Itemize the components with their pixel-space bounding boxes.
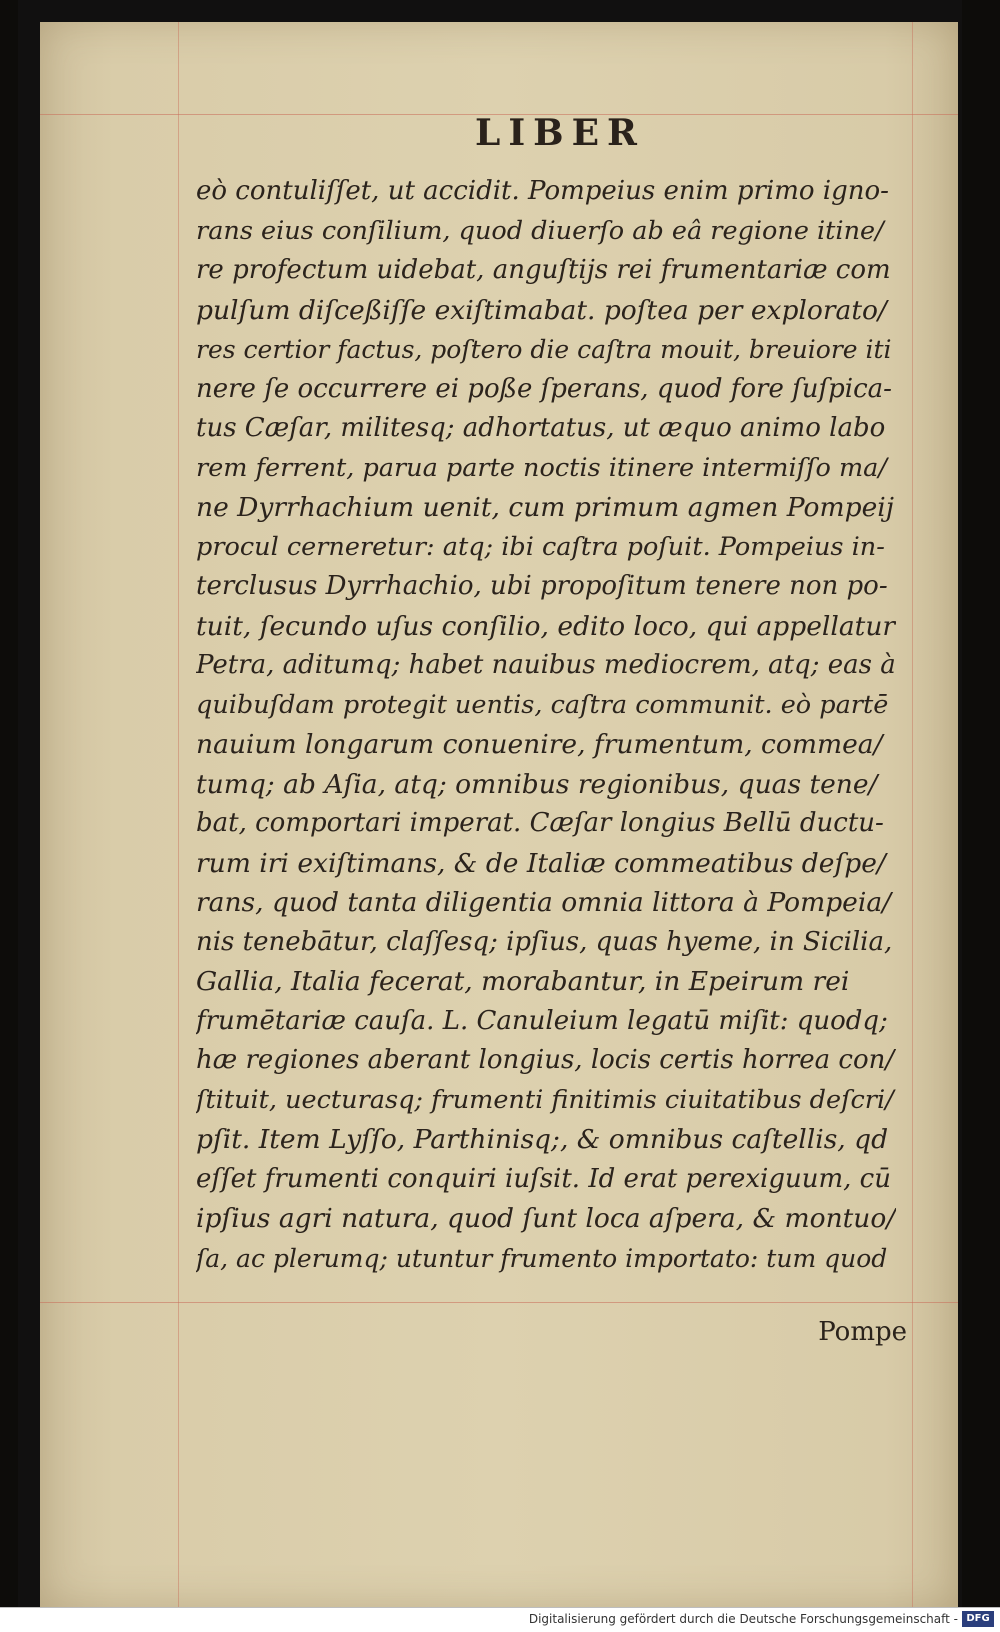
margin-rule-left	[178, 22, 179, 1607]
text-line: hæ regiones aberant longius, locis certis horrea con/	[196, 1045, 895, 1075]
margin-rule-right	[912, 22, 913, 1607]
body-text	[196, 172, 896, 1278]
footer-credit: Digitalisierung gefördert durch die Deutsche Forschungsgemeinschaft -	[528, 1612, 958, 1626]
text-line: Petra, aditumq; habet nauibus mediocrem, atq; eas à	[196, 650, 896, 680]
text-line: nauium longarum conuenire, frumentum, commea/	[196, 729, 883, 760]
text-line: rem ferrent, parua parte noctis itinere intermiſſo ma/	[196, 452, 887, 483]
text-line: pulſum diſceßiſſe exiſtimabat. poſtea per explorato/	[196, 294, 887, 326]
text-line: bat, comportari imperat. Cæſar longius Bellū ductu-	[196, 808, 884, 838]
text-line: re profectum uidebat, anguſtijs rei frumentariæ com	[196, 255, 891, 285]
text-line: rans, quod tanta diligentia omnia littora à Pompeia/	[196, 887, 892, 918]
text-line: pſit. Item Lyſſo, Parthinisq;, & omnibus caſtellis, qd	[196, 1124, 889, 1155]
text-line: frumētariæ cauſa. L. Canuleium legatū miſit: quodq;	[196, 1005, 888, 1036]
running-header: LIBER	[475, 112, 645, 154]
text-line: rum iri exiſtimans, & de Italiæ commeatibus deſpe/	[196, 847, 886, 879]
catchword: Pompe	[818, 1317, 907, 1347]
text-line: ſtituit, uecturasq; frumenti finitimis ciuitatibus deſcri/	[196, 1084, 894, 1115]
text-line: nere ſe occurrere ei poße ſperans, quod fore ſuſpica-	[196, 373, 892, 404]
text-line: tuit, ſecundo uſus conſilio, edito loco, qui appellatur	[196, 610, 896, 642]
text-line: eſſet frumenti conquiri iuſsit. Id erat perexiguum, cū	[196, 1163, 891, 1194]
text-line: ne Dyrrhachium uenit, cum primum agmen Pompeij	[196, 492, 894, 523]
digitization-footer	[0, 1607, 1000, 1632]
text-line: Gallia, Italia fecerat, morabantur, in Epeirum rei	[196, 966, 850, 997]
dfg-logo-icon: DFG	[962, 1611, 994, 1627]
text-line: ſa, ac plerumq; utuntur frumento importato: tum quod	[196, 1243, 888, 1273]
text-line: rans eius conſilium, quod diuerſo ab eâ regione itine/	[196, 215, 884, 246]
text-line: ipſius agri natura, quod ſunt loca aſpera, & montuo/	[196, 1203, 896, 1234]
text-line: quibuſdam protegit uentis, caſtra communit. eò partē	[196, 689, 889, 720]
text-line: tus Cæſar, militesq; adhortatus, ut æquo animo labo	[196, 413, 886, 443]
text-line: res certior factus, poſtero die caſtra mouit, breuiore iti	[196, 335, 892, 364]
text-line: nis tenebātur, claſſesq; ipſius, quas hyeme, in Sicilia,	[196, 926, 893, 957]
text-line: terclusus Dyrrhachio, ubi propoſitum tenere non po-	[196, 571, 888, 601]
text-line: procul cerneretur: atq; ibi caſtra poſuit. Pompeius in-	[196, 531, 885, 562]
text-line: eò contuliſſet, ut accidit. Pompeius enim primo igno-	[196, 176, 889, 206]
text-line: tumq; ab Aſia, atq; omnibus regionibus, quas tene/	[196, 768, 878, 800]
